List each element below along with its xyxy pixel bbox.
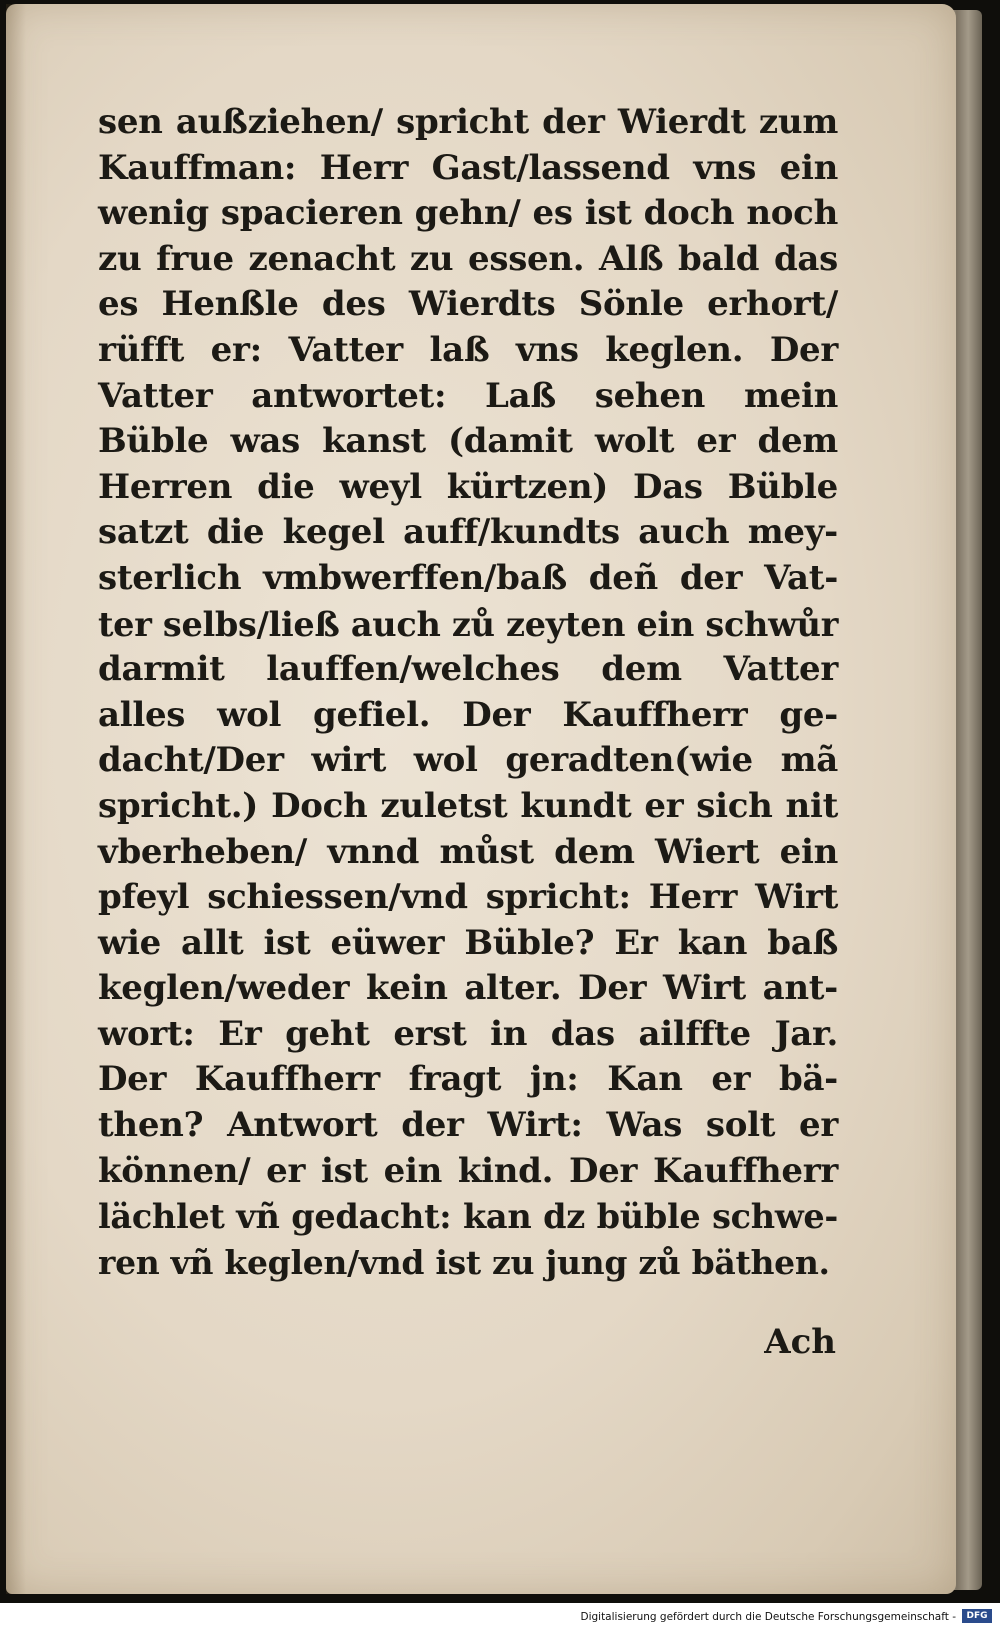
text-line: Kauffman: Herr Gast/lassend vns ein — [98, 147, 838, 188]
book-page — [6, 4, 956, 1594]
text-line: wenig spacieren gehn/ es ist doch noch — [98, 193, 838, 234]
text-line: lächlet vñ gedacht: kan dz büble schwe- — [98, 1197, 838, 1237]
text-line: können/ er ist ein kind. Der Kauffherr — [98, 1150, 838, 1191]
text-line: Herren die weyl kürtzen) Das Büble — [98, 466, 838, 507]
text-line: vberheben/ vnnd můst dem Wiert ein — [98, 831, 838, 872]
text-line: Büble was kanst (damit wolt er dem — [98, 421, 838, 462]
text-line: satzt die kegel auff/kundts auch mey- — [98, 512, 838, 553]
text-line: ter selbs/ließ auch zů zeyten ein schwůr — [98, 604, 839, 644]
text-line: darmit lauffen/welches dem Vatter — [98, 649, 838, 690]
text-line: pfeyl schiessen/vnd spricht: Herr Wirt — [98, 877, 838, 918]
text-line: wie allt ist eüwer Büble? Er kan baß — [98, 922, 838, 963]
text-line: sterlich vmbwerffen/baß deñ der Vat- — [98, 557, 838, 598]
catchword: Ach — [764, 1322, 836, 1362]
text-line: zu frue zenacht zu essen. Alß bald das — [98, 238, 838, 279]
text-line: alles wol gefiel. Der Kauffherr ge- — [98, 694, 838, 735]
footer-bar — [0, 1603, 1000, 1637]
text-line: es Henßle des Wierdts Sönle erhort/ — [98, 284, 838, 325]
page-text — [98, 100, 838, 1285]
text-line: spricht.) Doch zuletst kundt er sich nit — [98, 785, 838, 826]
text-line: Vatter antwortet: Laß sehen mein — [98, 375, 838, 416]
text-line: then? Antwort der Wirt: Was solt er — [98, 1105, 838, 1146]
text-line: keglen/weder kein alter. Der Wirt ant- — [98, 968, 838, 1009]
text-line: Der Kauffherr fragt jn: Kan er bä- — [98, 1059, 838, 1100]
text-line: ren vñ keglen/vnd ist zu jung zů bäthen. — [98, 1242, 830, 1282]
text-line: rüfft er: Vatter laß vns keglen. Der — [98, 329, 838, 370]
dfg-logo-icon: DFG — [962, 1609, 992, 1623]
text-line: sen außziehen/ spricht der Wierdt zum — [98, 102, 838, 142]
text-line: wort: Er geht erst in das ailffte Jar. — [98, 1013, 838, 1054]
funding-credit: Digitalisierung gefördert durch die Deutsche Forschungsgemeinschaft - — [580, 1611, 956, 1623]
text-line: dacht/Der wirt wol geradten(wie mã — [98, 740, 838, 781]
